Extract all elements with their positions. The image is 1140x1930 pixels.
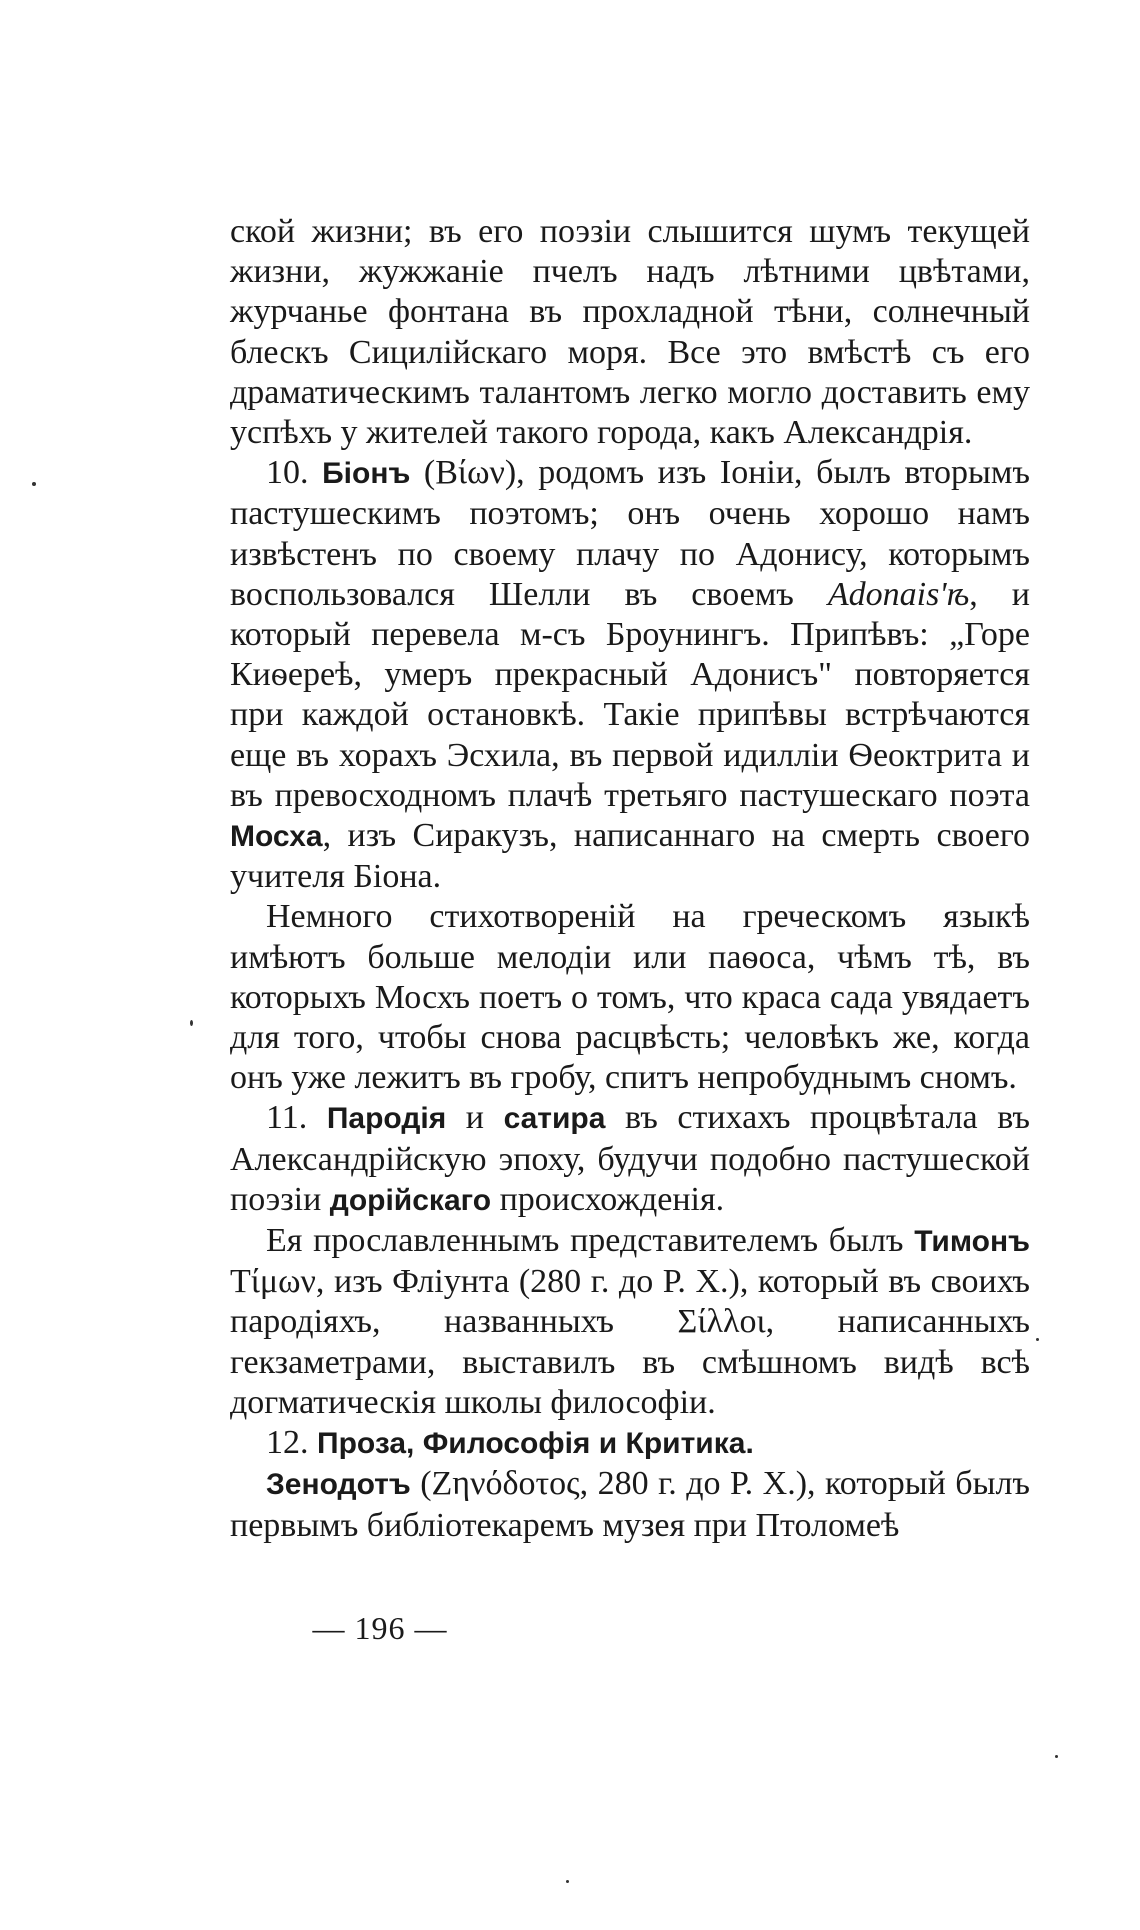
- paragraph-timon: Ея прославленнымъ представителемъ былъ Тимонъ Τίμων, изъ Фліунта (280 г. до Р. Х.), который въ своихъ пародіяхъ, названныхъ Σίλλοι, написанныхъ гекзаметрами, выставилъ въ смѣшномъ видѣ всѣ догматическія школы философіи.: [230, 1222, 1030, 1421]
- paragraph-bion: 10. Біонъ (Βίων), родомъ изъ Іоніи, былъ вторымъ пастушескимъ поэтомъ; онъ очень хорошо намъ извѣстенъ по своему плачу по Адонису, которымъ воспользовался Шелли въ своемъ Adonais'ѣ, и который перевела м-съ Броунингъ. Припѣвъ: „Горе Киѳереѣ, умеръ прекрасный Адонисъ" повторяется при каждой остановкѣ. Такіе припѣвы встрѣчаются еще въ хорахъ Эсхила, въ первой идилліи Ѳеоктрита и въ превосходномъ плачѣ третьяго пастушескаго поэта Мосха, изъ Сиракузъ, написаннаго на смерть своего учителя Біона.: [230, 454, 1030, 896]
- bold-term-satire: сатира: [503, 1102, 606, 1136]
- section-number: 11.: [266, 1099, 308, 1137]
- scan-speck: [190, 1020, 193, 1026]
- bold-name-bion: Біонъ: [322, 457, 411, 491]
- section-number: 10.: [266, 454, 309, 492]
- bold-heading-prose: Проза, Философія и Критика.: [317, 1427, 754, 1461]
- scan-speck: [1036, 1338, 1039, 1341]
- page-body-text: [230, 212, 1030, 1546]
- bold-name-timon: Тимонъ: [914, 1225, 1030, 1259]
- paragraph-moschus: Немного стихотвореній на греческомъ языкѣ имѣютъ больше мелодіи или паѳоса, чѣмъ тѣ, въ которыхъ Мосхъ поетъ о томъ, что краса сада увядаетъ для того, чтобы снова расцвѣсть; человѣкъ же, когда онъ уже лежитъ въ гробу, спитъ непробуднымъ сномъ.: [230, 898, 1030, 1097]
- bold-name-zenodotus: Зенодотъ: [266, 1468, 411, 1502]
- bold-term-parody: Пародія: [326, 1102, 447, 1136]
- paragraph-parody: 11. Пародія и сатира въ стихахъ процвѣтала въ Александрійскую эпоху, будучи подобно пастушеской поэзіи дорійскаго происхожденія.: [230, 1099, 1031, 1218]
- bold-term-dorian: дорійскаго: [329, 1183, 492, 1217]
- section-number: 12.: [266, 1424, 309, 1462]
- scan-speck: [1055, 1755, 1058, 1758]
- scan-speck: [566, 1880, 569, 1883]
- page-number: — 196 —: [312, 1610, 448, 1646]
- scan-speck: [32, 482, 36, 486]
- bold-name-moschus: Мосха: [230, 820, 323, 854]
- italic-work-adonais: Adonais'ѣ: [827, 575, 970, 613]
- section-heading-prose: [230, 1423, 1030, 1464]
- paragraph-zenodotus: Зенодотъ (Ζηνόδοτος, 280 г. до Р. Х.), который былъ первымъ библіотекаремъ музея при Птоломеѣ: [230, 1465, 1030, 1544]
- paragraph-theocritus-end: ской жизни; въ его поэзіи слышится шумъ текущей жизни, жужжаніе пчелъ надъ лѣтними цвѣтами, журчанье фонтана въ прохладной тѣни, солнечный блескъ Сицилійскаго моря. Все это вмѣстѣ съ его драматическимъ талантомъ легко могло доставить ему успѣхъ у жителей такого города, какъ Александрія.: [230, 213, 1030, 452]
